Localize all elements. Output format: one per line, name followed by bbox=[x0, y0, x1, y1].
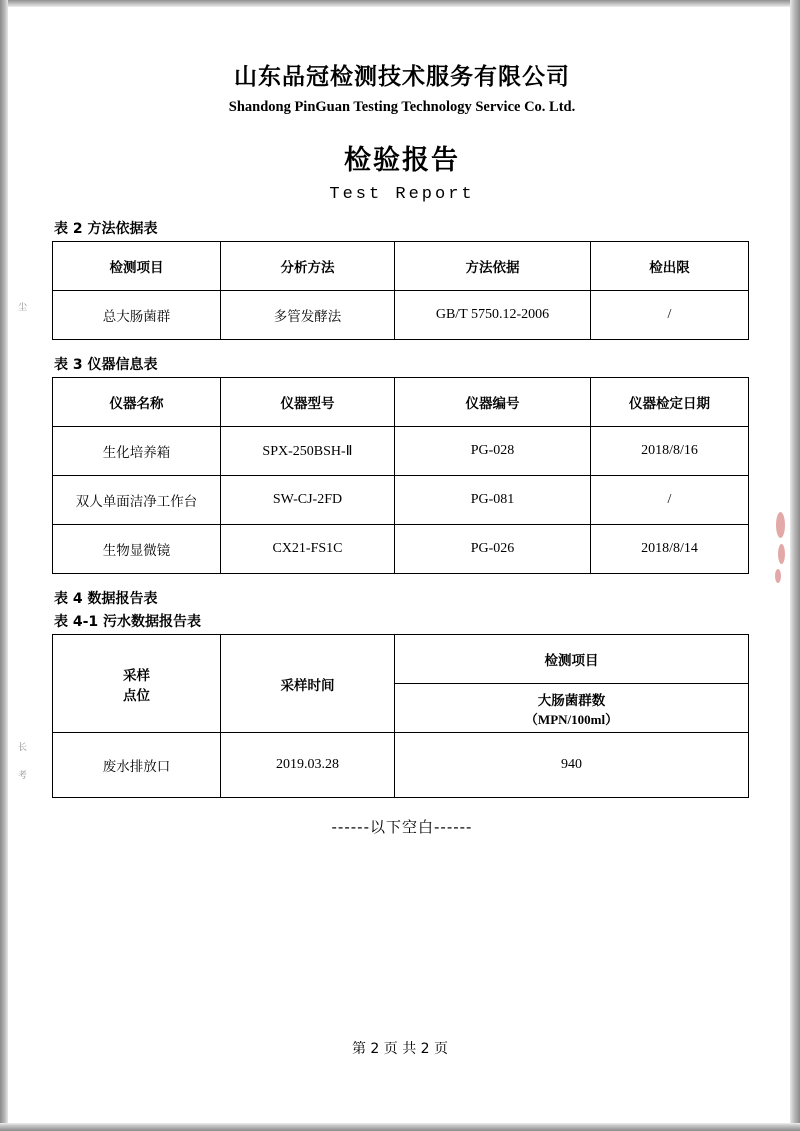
table3-r1-c0: 双人单面洁净工作台 bbox=[53, 476, 221, 525]
table2-r0-c0: 总大肠菌群 bbox=[53, 291, 221, 340]
table3-r0-c1: SPX-250BSH-Ⅱ bbox=[221, 427, 395, 476]
table-wastewater-data bbox=[52, 634, 749, 798]
table3-col-1: 仪器型号 bbox=[221, 378, 395, 427]
table2-caption: 表 2 方法依据表 bbox=[54, 221, 158, 237]
table2-col-1: 分析方法 bbox=[221, 242, 395, 291]
margin-mark: 考 bbox=[18, 771, 28, 781]
margin-mark: 尘 bbox=[18, 303, 28, 313]
report-title-en: Test Report bbox=[329, 185, 475, 204]
table3-r0-c3: 2018/8/16 bbox=[591, 427, 749, 476]
table-instrument-info bbox=[52, 377, 749, 574]
page-footer: 第 2 页 共 2 页 bbox=[351, 1041, 449, 1057]
table-row bbox=[53, 427, 749, 476]
company-name-en: Shandong PinGuan Testing Technology Service Co. Ltd. bbox=[228, 99, 576, 115]
document-content bbox=[52, 0, 752, 837]
table4-col-item-group: 检测项目 bbox=[395, 635, 749, 684]
table-row-header bbox=[53, 242, 749, 291]
table3-col-0: 仪器名称 bbox=[53, 378, 221, 427]
table4-r0-c1: 2019.03.28 bbox=[221, 733, 395, 798]
table3-r2-c0: 生物显微镜 bbox=[53, 525, 221, 574]
table4-item-name: 大肠菌群数 bbox=[537, 692, 606, 709]
blank-below-note: ------以下空白------ bbox=[331, 818, 473, 836]
table3-r0-c2: PG-028 bbox=[395, 427, 591, 476]
table3-r1-c3: / bbox=[591, 476, 749, 525]
table4-col-point-line2: 点位 bbox=[123, 687, 150, 704]
table3-r2-c3: 2018/8/14 bbox=[591, 525, 749, 574]
table-row bbox=[53, 525, 749, 574]
seal-stamp-fragment bbox=[774, 512, 788, 584]
table4-subcaption: 表 4-1 污水数据报告表 bbox=[54, 614, 202, 630]
table3-caption: 表 3 仪器信息表 bbox=[54, 357, 158, 373]
table-row-header bbox=[53, 635, 749, 684]
table2-r0-c1: 多管发酵法 bbox=[221, 291, 395, 340]
table4-r0-c0: 废水排放口 bbox=[53, 733, 221, 798]
scan-edge-right bbox=[790, 0, 800, 1131]
table3-r1-c2: PG-081 bbox=[395, 476, 591, 525]
table3-r1-c1: SW-CJ-2FD bbox=[221, 476, 395, 525]
table2-col-0: 检测项目 bbox=[53, 242, 221, 291]
margin-mark: 长 bbox=[18, 743, 28, 753]
table3-r0-c0: 生化培养箱 bbox=[53, 427, 221, 476]
table4-r0-c2: 940 bbox=[395, 733, 749, 798]
table2-col-2: 方法依据 bbox=[395, 242, 591, 291]
table4-col-point bbox=[53, 635, 221, 733]
table-row bbox=[53, 291, 749, 340]
company-name-cn: 山东品冠检测技术服务有限公司 bbox=[234, 64, 570, 90]
table-row bbox=[53, 476, 749, 525]
table2-r0-c2: GB/T 5750.12-2006 bbox=[395, 291, 591, 340]
table4-col-point-line1: 采样 bbox=[123, 667, 150, 684]
table4-item-unit: （MPN/100ml） bbox=[524, 711, 619, 727]
table4-caption: 表 4 数据报告表 bbox=[54, 591, 158, 607]
table2-col-3: 检出限 bbox=[591, 242, 749, 291]
table-row-header bbox=[53, 378, 749, 427]
table3-col-2: 仪器编号 bbox=[395, 378, 591, 427]
table3-r2-c2: PG-026 bbox=[395, 525, 591, 574]
scan-edge-left bbox=[0, 0, 8, 1131]
table4-col-item-detail bbox=[395, 684, 749, 733]
table4-col-time: 采样时间 bbox=[221, 635, 395, 733]
table3-r2-c1: CX21-FS1C bbox=[221, 525, 395, 574]
table2-r0-c3: / bbox=[591, 291, 749, 340]
scan-edge-bottom bbox=[0, 1123, 800, 1131]
report-title-cn: 检验报告 bbox=[344, 145, 460, 176]
table-method-basis bbox=[52, 241, 749, 340]
table3-col-3: 仪器检定日期 bbox=[591, 378, 749, 427]
table-row bbox=[53, 733, 749, 798]
